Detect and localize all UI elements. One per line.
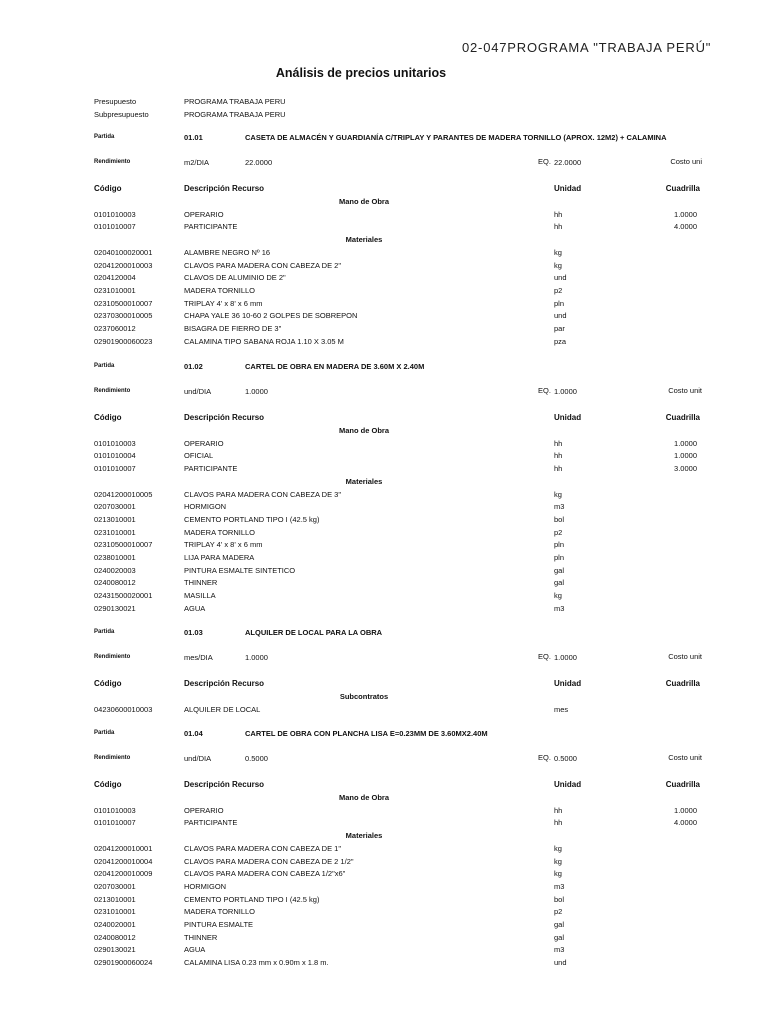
- row-description: OPERARIO: [184, 209, 224, 219]
- rendimiento-label: Rendimiento: [94, 654, 131, 660]
- row-unit: gal: [554, 920, 565, 929]
- row-description: THINNER: [184, 578, 218, 588]
- row-code: 0101010007: [94, 464, 136, 474]
- row-description: CALAMINA TIPO SABANA ROJA 1.10 X 3.05 M: [184, 336, 344, 346]
- row-description: PINTURA ESMALTE SINTETICO: [184, 565, 296, 575]
- row-description: AGUA: [184, 945, 206, 955]
- presupuesto-value: PROGRAMA TRABAJA PERU: [184, 97, 286, 106]
- page-title: Análisis de precios unitarios: [275, 66, 447, 80]
- rendimiento-unit: und/DIA: [184, 754, 212, 763]
- column-header-descripcion: Descripción Recurso: [184, 413, 265, 422]
- group-title: Materiales: [345, 476, 383, 486]
- partida-description: CARTEL DE OBRA EN MADERA DE 3.60M X 2.40M: [245, 362, 425, 371]
- partida-description: CASETA DE ALMACÉN Y GUARDIANÍA C/TRIPLAY Y PARANTES DE MADERA TORNILLO (APROX. 12M2) + CALAMINA: [245, 133, 667, 142]
- column-header-cuadrilla: Cuadrilla: [665, 413, 700, 422]
- row-code: 0213010001: [94, 514, 136, 524]
- row-description: OFICIAL: [184, 451, 214, 461]
- row-unit: m3: [554, 502, 565, 512]
- rendimiento-label: Rendimiento: [94, 159, 131, 165]
- row-description: HORMIGON: [184, 881, 227, 891]
- row-description: OPERARIO: [184, 805, 224, 815]
- row-cuadrilla: 1.0000: [674, 209, 697, 219]
- column-header-unidad: Unidad: [554, 780, 582, 789]
- row-code: 0231010001: [94, 285, 136, 295]
- row-unit: hh: [554, 209, 563, 219]
- row-description: LIJA PARA MADERA: [184, 553, 255, 562]
- rendimiento-value: 22.0000: [245, 158, 273, 167]
- column-header-cuadrilla: Cuadrilla: [665, 780, 700, 789]
- row-description: CLAVOS PARA MADERA CON CABEZA DE 1": [184, 843, 342, 853]
- row-unit: hh: [554, 818, 563, 828]
- row-unit: kg: [554, 489, 562, 499]
- row-description: OPERARIO: [184, 438, 224, 448]
- row-description: ALAMBRE NEGRO Nº 16: [184, 247, 271, 257]
- row-unit: pza: [554, 336, 567, 346]
- row-description: CLAVOS PARA MADERA CON CABEZA DE 2": [184, 260, 342, 270]
- row-description: HORMIGON: [184, 502, 227, 512]
- rendimiento-unit: und/DIA: [184, 387, 212, 396]
- row-code: 02041200010003: [94, 260, 153, 270]
- row-code: 0101010007: [94, 818, 136, 828]
- partida-description: ALQUILER DE LOCAL PARA LA OBRA: [245, 628, 383, 637]
- row-code: 02901900060023: [94, 336, 153, 346]
- row-code: 0101010007: [94, 222, 136, 232]
- row-code: 0231010001: [94, 907, 136, 917]
- costo-label: Costo unit: [668, 386, 702, 395]
- partida-code: 01.03: [184, 628, 203, 637]
- row-description: PARTICIPANTE: [184, 222, 238, 232]
- rendimiento-value: 1.0000: [245, 653, 268, 662]
- partida-code: 01.04: [184, 729, 203, 738]
- row-unit: m3: [554, 881, 565, 891]
- column-header-descripcion: Descripción Recurso: [184, 780, 265, 789]
- row-description: CLAVOS DE ALUMINIO DE 2": [184, 273, 286, 283]
- row-code: 0207030001: [94, 502, 136, 512]
- row-unit: und: [554, 273, 567, 283]
- group-title: Subcontratos: [339, 692, 389, 701]
- column-header-descripcion: Descripción Recurso: [184, 184, 265, 193]
- row-code: 02901900060024: [94, 958, 153, 968]
- row-code: 0290130021: [94, 945, 136, 955]
- eq-label: EQ.: [538, 753, 551, 762]
- row-unit: gal: [554, 578, 565, 588]
- row-unit: und: [554, 311, 567, 321]
- row-code: 0238010001: [94, 553, 136, 562]
- group-title: Materiales: [345, 831, 383, 841]
- row-description: PARTICIPANTE: [184, 818, 238, 828]
- presupuesto-label: Presupuesto: [94, 97, 137, 106]
- row-code: 02041200010005: [94, 489, 153, 499]
- column-header-codigo: Código: [94, 780, 122, 789]
- row-code: 0101010003: [94, 805, 136, 815]
- row-code: 04230600010003: [94, 704, 153, 714]
- row-code: 02041200010004: [94, 856, 153, 866]
- row-description: MADERA TORNILLO: [184, 285, 255, 295]
- rendimiento-unit: m2/DIA: [184, 158, 210, 167]
- row-code: 02370300010005: [94, 311, 153, 321]
- row-code: 02310500010007: [94, 540, 153, 550]
- partida-code: 01.01: [184, 133, 203, 142]
- row-code: 0240020003: [94, 565, 136, 575]
- row-code: 0213010001: [94, 894, 136, 904]
- column-header-unidad: Unidad: [554, 184, 582, 193]
- subpresupuesto-value: PROGRAMA TRABAJA PERU: [184, 110, 286, 119]
- row-unit: und: [554, 958, 567, 968]
- row-code: 0240020001: [94, 920, 136, 929]
- row-description: TRIPLAY 4' x 8' x 6 mm: [184, 540, 263, 550]
- partida-code: 01.02: [184, 362, 203, 371]
- row-unit: kg: [554, 591, 562, 601]
- partida-label: Partida: [94, 629, 115, 635]
- row-description: MADERA TORNILLO: [184, 907, 255, 917]
- column-header-codigo: Código: [94, 679, 122, 688]
- partida-label: Partida: [94, 134, 115, 140]
- row-code: 0240080012: [94, 578, 136, 588]
- row-unit: pln: [554, 540, 565, 550]
- row-cuadrilla: 4.0000: [674, 222, 697, 232]
- row-unit: p2: [554, 907, 563, 917]
- row-unit: bol: [554, 514, 565, 524]
- row-code: 02431500020001: [94, 591, 153, 601]
- rendimiento-value: 1.0000: [245, 387, 268, 396]
- eq-value: 22.0000: [554, 158, 582, 167]
- rendimiento-value: 0.5000: [245, 754, 268, 763]
- row-description: THINNER: [184, 932, 218, 942]
- row-cuadrilla: 1.0000: [674, 438, 697, 448]
- rendimiento-unit: mes/DIA: [184, 653, 213, 662]
- row-code: 0101010003: [94, 209, 136, 219]
- row-description: BISAGRA DE FIERRO DE 3": [184, 324, 282, 333]
- column-header-unidad: Unidad: [554, 413, 582, 422]
- row-code: 02310500010007: [94, 298, 153, 308]
- row-description: CLAVOS PARA MADERA CON CABEZA DE 2 1/2": [184, 856, 354, 866]
- partida-label: Partida: [94, 730, 115, 736]
- row-description: PARTICIPANTE: [184, 464, 238, 474]
- column-header-cuadrilla: Cuadrilla: [665, 184, 700, 193]
- row-unit: pln: [554, 298, 565, 308]
- row-description: CLAVOS PARA MADERA CON CABEZA DE 3": [184, 489, 342, 499]
- row-cuadrilla: 3.0000: [674, 464, 697, 474]
- row-code: 02041200010009: [94, 869, 153, 879]
- row-unit: par: [554, 324, 565, 333]
- row-unit: kg: [554, 247, 562, 257]
- row-unit: hh: [554, 805, 563, 815]
- row-unit: m3: [554, 945, 565, 955]
- rendimiento-label: Rendimiento: [94, 388, 131, 394]
- row-description: CLAVOS PARA MADERA CON CABEZA 1/2"x6": [184, 869, 346, 879]
- row-description: CEMENTO PORTLAND TIPO I (42.5 kg): [184, 514, 320, 524]
- eq-label: EQ.: [538, 157, 551, 166]
- row-description: PINTURA ESMALTE: [184, 920, 254, 929]
- subpresupuesto-label: Subpresupuesto: [94, 110, 149, 119]
- row-description: MADERA TORNILLO: [184, 527, 255, 537]
- row-cuadrilla: 1.0000: [674, 805, 697, 815]
- row-description: TRIPLAY 4' x 8' x 6 mm: [184, 298, 263, 308]
- eq-value: 1.0000: [554, 387, 577, 396]
- row-unit: hh: [554, 451, 563, 461]
- column-header-codigo: Código: [94, 184, 122, 193]
- row-description: AGUA: [184, 603, 206, 613]
- row-unit: hh: [554, 464, 563, 474]
- column-header-cuadrilla: Cuadrilla: [665, 679, 700, 688]
- row-code: 0207030001: [94, 881, 136, 891]
- row-unit: kg: [554, 869, 562, 879]
- costo-label: Costo unit: [668, 652, 702, 661]
- row-code: 0101010003: [94, 438, 136, 448]
- row-code: 0231010001: [94, 527, 136, 537]
- eq-value: 1.0000: [554, 653, 577, 662]
- row-unit: kg: [554, 843, 562, 853]
- row-unit: hh: [554, 438, 563, 448]
- row-unit: bol: [554, 894, 565, 904]
- row-unit: p2: [554, 527, 563, 537]
- row-unit: kg: [554, 260, 562, 270]
- partida-description: CARTEL DE OBRA CON PLANCHA LISA E=0.23MM DE 3.60MX2.40M: [245, 729, 488, 738]
- row-description: CEMENTO PORTLAND TIPO I (42.5 kg): [184, 894, 320, 904]
- column-header-descripcion: Descripción Recurso: [184, 679, 265, 688]
- group-title: Mano de Obra: [338, 426, 389, 435]
- row-description: ALQUILER DE LOCAL: [184, 704, 261, 714]
- row-code: 0101010004: [94, 451, 136, 461]
- row-unit: pln: [554, 553, 565, 562]
- rendimiento-label: Rendimiento: [94, 755, 131, 761]
- row-code: 0290130021: [94, 603, 136, 613]
- row-description: CALAMINA LISA 0.23 mm x 0.90m x 1.8 m.: [184, 958, 329, 968]
- eq-value: 0.5000: [554, 754, 577, 763]
- costo-label: Costo unit: [668, 753, 702, 762]
- row-unit: p2: [554, 285, 563, 295]
- column-header-codigo: Código: [94, 413, 122, 422]
- eq-label: EQ.: [538, 386, 551, 395]
- document-header-code: 02-047PROGRAMA "TRABAJA PERÚ": [462, 40, 712, 55]
- row-code: 02041200010001: [94, 843, 153, 853]
- row-description: CHAPA YALE 36 10-60 2 GOLPES DE SOBREPON: [184, 311, 358, 321]
- row-unit: gal: [554, 932, 565, 942]
- row-code: 02040100020001: [94, 247, 153, 257]
- row-unit: gal: [554, 565, 565, 575]
- row-unit: hh: [554, 222, 563, 232]
- row-code: 0204120004: [94, 273, 136, 283]
- partida-label: Partida: [94, 363, 115, 369]
- row-unit: mes: [554, 704, 569, 714]
- group-title: Mano de Obra: [338, 197, 389, 206]
- row-cuadrilla: 1.0000: [674, 451, 697, 461]
- group-title: Mano de Obra: [338, 793, 389, 802]
- row-description: MASILLA: [184, 591, 216, 601]
- row-code: 0237060012: [94, 324, 136, 333]
- eq-label: EQ.: [538, 652, 551, 661]
- row-unit: kg: [554, 856, 562, 866]
- row-unit: m3: [554, 603, 565, 613]
- row-code: 0240080012: [94, 932, 136, 942]
- row-cuadrilla: 4.0000: [674, 818, 697, 828]
- column-header-unidad: Unidad: [554, 679, 582, 688]
- group-title: Materiales: [345, 235, 383, 245]
- costo-label: Costo uni: [670, 157, 702, 166]
